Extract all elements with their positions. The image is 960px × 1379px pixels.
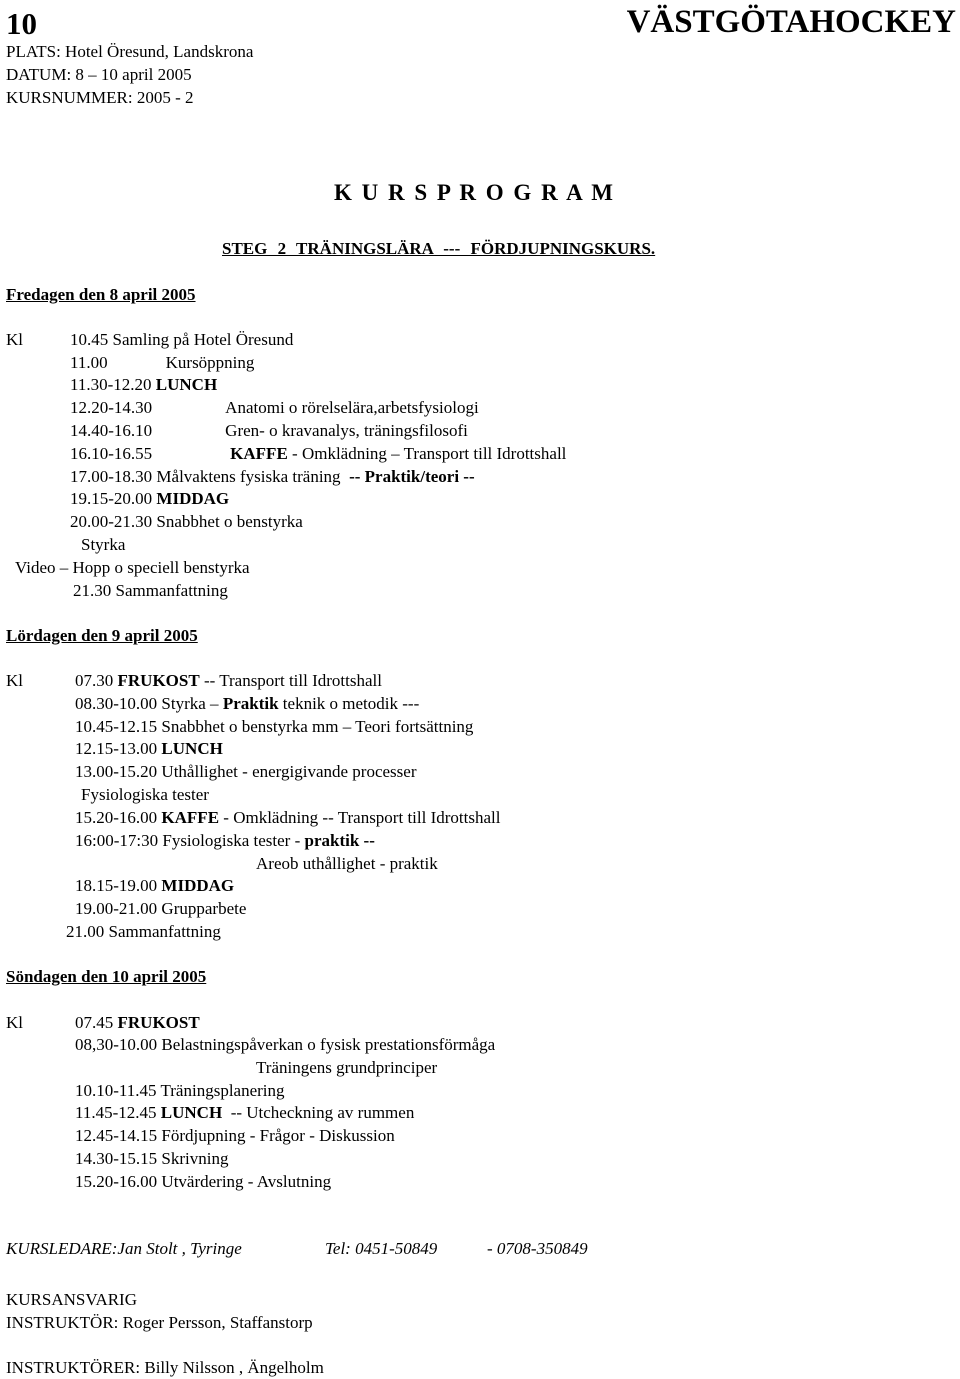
friday-row: 17.00-18.30 Målvaktens fysiska träning -- Praktik/teori -- (70, 467, 475, 486)
kursnummer-line: KURSNUMMER: 2005 - 2 (6, 88, 194, 107)
friday-row: 12.20-14.30 Anatomi o rörelselära,arbetsfysiologi (70, 398, 479, 417)
sunday-row: 08,30-10.00 Belastningspåverkan o fysisk prestationsförmåga (75, 1035, 496, 1054)
kursledare-phone: Tel: 0451-50849 (325, 1239, 438, 1258)
saturday-kl: Kl (6, 671, 23, 690)
friday-row: Styrka (81, 535, 126, 554)
datum-line: DATUM: 8 – 10 april 2005 (6, 65, 192, 84)
saturday-row: 19.00-21.00 Grupparbete (75, 899, 247, 918)
instruktorer-line: INSTRUKTÖRER: Billy Nilsson , Ängelholm (6, 1358, 324, 1377)
saturday-row: 08.30-10.00 Styrka – Praktik teknik o metodik --- (75, 694, 420, 713)
brand-title: VÄSTGÖTAHOCKEY (626, 4, 956, 40)
saturday-row: 12.15-13.00 LUNCH (75, 739, 223, 758)
saturday-row: Areob uthållighet - praktik (256, 854, 438, 873)
saturday-row: 16:00-17:30 Fysiologiska tester - praktik -- (75, 831, 375, 850)
saturday-row: 13.00-15.20 Uthållighet - energigivande processer (75, 762, 417, 781)
sunday-row: Träningens grundprinciper (256, 1058, 438, 1077)
sunday-row: 11.45-12.45 LUNCH -- Utcheckning av rummen (75, 1103, 415, 1122)
sunday-heading: Söndagen den 10 april 2005 (6, 967, 207, 986)
sunday-row: 10.10-11.45 Träningsplanering (75, 1081, 285, 1100)
friday-row: 11.00 Kursöppning (70, 353, 255, 372)
saturday-row: 10.45-12.15 Snabbhet o benstyrka mm – Teori fortsättning (75, 717, 474, 736)
friday-kl: Kl (6, 330, 23, 349)
saturday-row: 07.30 FRUKOST -- Transport till Idrottshall (75, 671, 382, 690)
sunday-row: 15.20-16.00 Utvärdering - Avslutning (75, 1172, 332, 1191)
saturday-row: 21.00 Sammanfattning (66, 922, 221, 941)
friday-row: Video – Hopp o speciell benstyrka (15, 558, 250, 577)
saturday-row: 15.20-16.00 KAFFE - Omklädning -- Transport till Idrottshall (75, 808, 501, 827)
kursledare-line: KURSLEDARE:Jan Stolt , Tyringe (6, 1239, 242, 1258)
sunday-row: 14.30-15.15 Skrivning (75, 1149, 229, 1168)
friday-row: 10.45 Samling på Hotel Öresund (70, 330, 294, 349)
friday-row: 21.30 Sammanfattning (73, 581, 228, 600)
page-number: 10 (6, 6, 37, 41)
program-title: K U R S P R O G R A M (334, 180, 615, 205)
kursledare-mobile: - 0708-350849 (487, 1239, 588, 1258)
friday-row: 20.00-21.30 Snabbhet o benstyrka (70, 512, 303, 531)
friday-row: 19.15-20.00 MIDDAG (70, 489, 230, 508)
sunday-row: 12.45-14.15 Fördjupning - Frågor - Diskussion (75, 1126, 395, 1145)
sunday-kl: Kl (6, 1013, 23, 1032)
friday-row: 14.40-16.10 Gren- o kravanalys, träningsfilosofi (70, 421, 468, 440)
steg-subtitle: STEG 2 TRÄNINGSLÄRA --- FÖRDJUPNINGSKURS. (222, 239, 656, 258)
saturday-heading: Lördagen den 9 april 2005 (6, 626, 198, 645)
friday-row: 11.30-12.20 LUNCH (70, 375, 218, 394)
friday-heading: Fredagen den 8 april 2005 (6, 285, 196, 304)
friday-row: 16.10-16.55 KAFFE - Omklädning – Transport till Idrottshall (70, 444, 567, 463)
sunday-row: 07.45 FRUKOST (75, 1013, 200, 1032)
instruktor-line: INSTRUKTÖR: Roger Persson, Staffanstorp (6, 1313, 313, 1332)
saturday-row: Fysiologiska tester (81, 785, 209, 804)
saturday-row: 18.15-19.00 MIDDAG (75, 876, 235, 895)
kursansvarig-label: KURSANSVARIG (6, 1290, 137, 1309)
plats-line: PLATS: Hotel Öresund, Landskrona (6, 42, 254, 61)
